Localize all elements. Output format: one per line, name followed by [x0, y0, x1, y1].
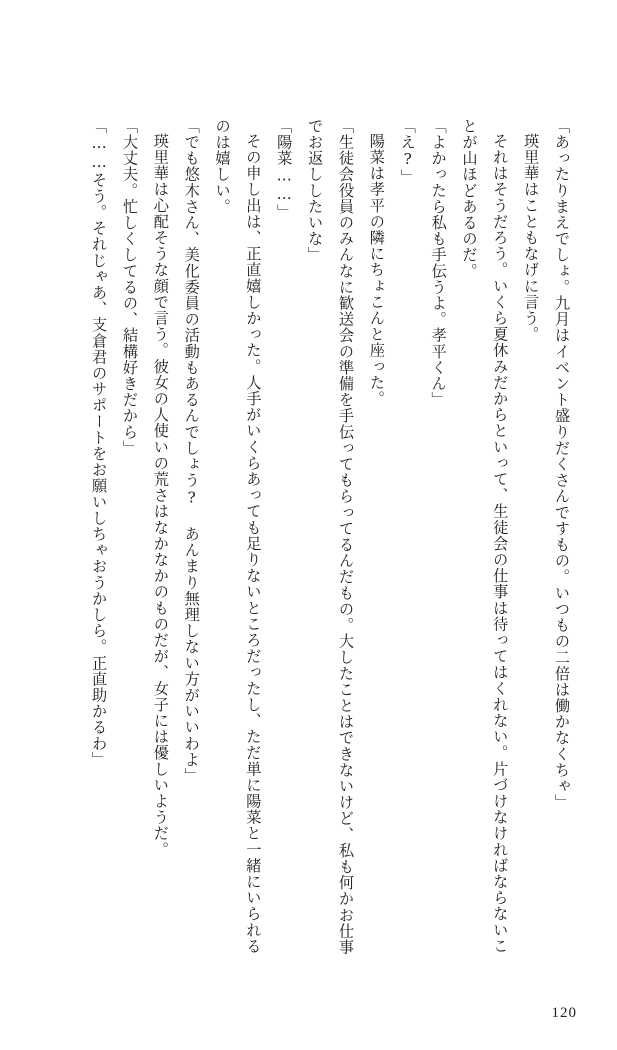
novel-body-text — [65, 118, 577, 958]
paragraph: それはそうだろう。いくら夏休みだからといって、生徒会の仕事は待ってはくれない。片づけなければならないことが山ほどあるのだ。 — [460, 118, 510, 955]
paragraph: その申し出は、正直嬉しかった。人手がいくらあっても足りないところだったし、ただ単に陽菜と一緒にいられるのは嬉しい。 — [213, 118, 263, 955]
paragraph: 「え?」 — [398, 118, 417, 186]
paragraph: 瑛里華はこともなげに言う。 — [522, 133, 541, 343]
paragraph: 「あったりまえでしょ。九月はイベント盛りだくさんですもの。いつもの二倍は働かなくちゃ」 — [553, 118, 571, 811]
paragraph: 「陽菜……」 — [275, 118, 294, 221]
paragraph: 「……そう。それじゃあ、支倉君のサポートをお願いしちゃおうかしら。正直助かるわ」 — [90, 118, 109, 768]
paragraph: 瑛里華は心配そうな顔で言う。彼女の人使いの荒さはなかなかのものだが、女子には優しいようだ。 — [151, 133, 170, 858]
paragraph: 「大丈夫。忙しくしてるの、結構好きだから」 — [120, 118, 139, 457]
paragraph: 陽菜は孝平の隣にちょこんと座った。 — [367, 133, 386, 407]
page-number: 120 — [551, 1005, 577, 1021]
paragraph: 「よかったら私も手伝うよ。孝平くん」 — [429, 118, 448, 408]
paragraph: 「生徒会役員のみんなに歓送会の準備を手伝ってもらってるんだもの。大したことはできないけど、私も何かお仕事でお返ししたいな」 — [306, 118, 355, 956]
paragraph: 「でも悠木さん、美化委員の活動もあるんでしょう? あんまり無理しない方がいいわよ」 — [182, 118, 201, 784]
